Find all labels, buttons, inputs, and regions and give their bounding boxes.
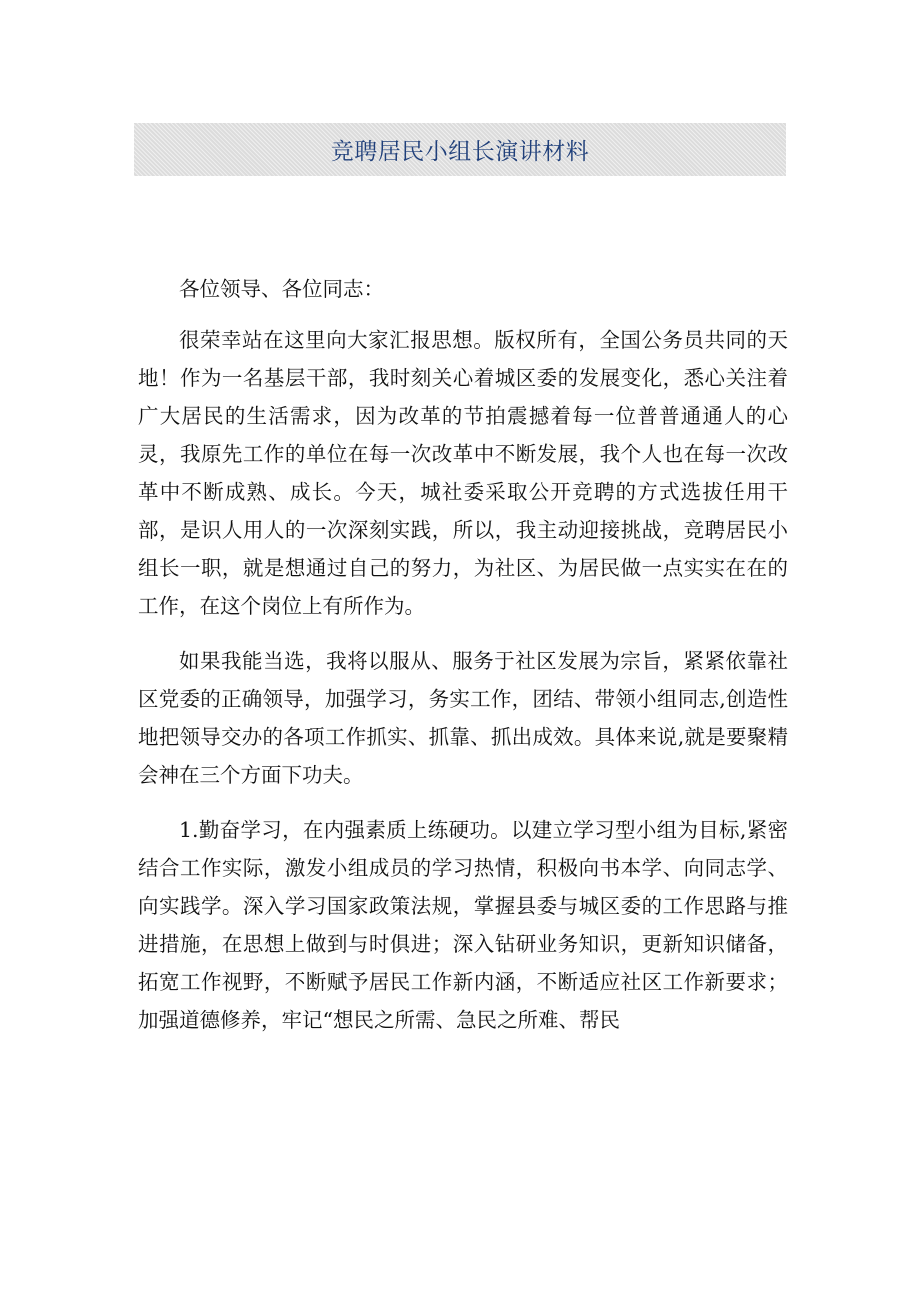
- document-body: [138, 270, 788, 1056]
- paragraph-introduction: 很荣幸站在这里向大家汇报思想。版权所有，全国公务员共同的天地！作为一名基层干部，我时刻关心着城区委的发展变化，悉心关注着广大居民的生活需求，因为改革的节拍震撼着每一位普普通通人的心灵，我原先工作的单位在每一次改革中不断发展，我个人也在每一次改革中不断成熟、成长。今天，城社委采取公开竞聘的方式选拔任用干部，是识人用人的一次深刻实践，所以，我主动迎接挑战，竞聘居民小组长一职，就是想通过自己的努力，为社区、为居民做一点实实在在的工作，在这个岗位上有所作为。: [138, 328, 788, 618]
- salutation: 各位领导、各位同志：: [179, 277, 384, 301]
- document-title: 竞聘居民小组长演讲材料: [330, 139, 590, 165]
- paragraph-point-1: 1.勤奋学习，在内强素质上练硬功。以建立学习型小组为目标,紧密结合工作实际，激发小组成员的学习热情，积极向书本学、向同志学、向实践学。深入学习国家政策法规，掌握县委与城区委的工作思路与推进措施，在思想上做到与时俱进；深入钻研业务知识，更新知识储备，拓宽工作视野，不断赋予居民工作新内涵，不断适应社区工作新要求；加强道德修养，牢记“想民之所需、急民之所难、帮民: [138, 818, 788, 1032]
- paragraph-commitment: 如果我能当选，我将以服从、服务于社区发展为宗旨，紧紧依靠社区党委的正确领导，加强学习，务实工作，团结、带领小组同志,创造性地把领导交办的各项工作抓实、抓靠、抓出成效。具体来说,就是要聚精会神在三个方面下功夫。: [138, 649, 788, 787]
- title-banner: [134, 123, 786, 176]
